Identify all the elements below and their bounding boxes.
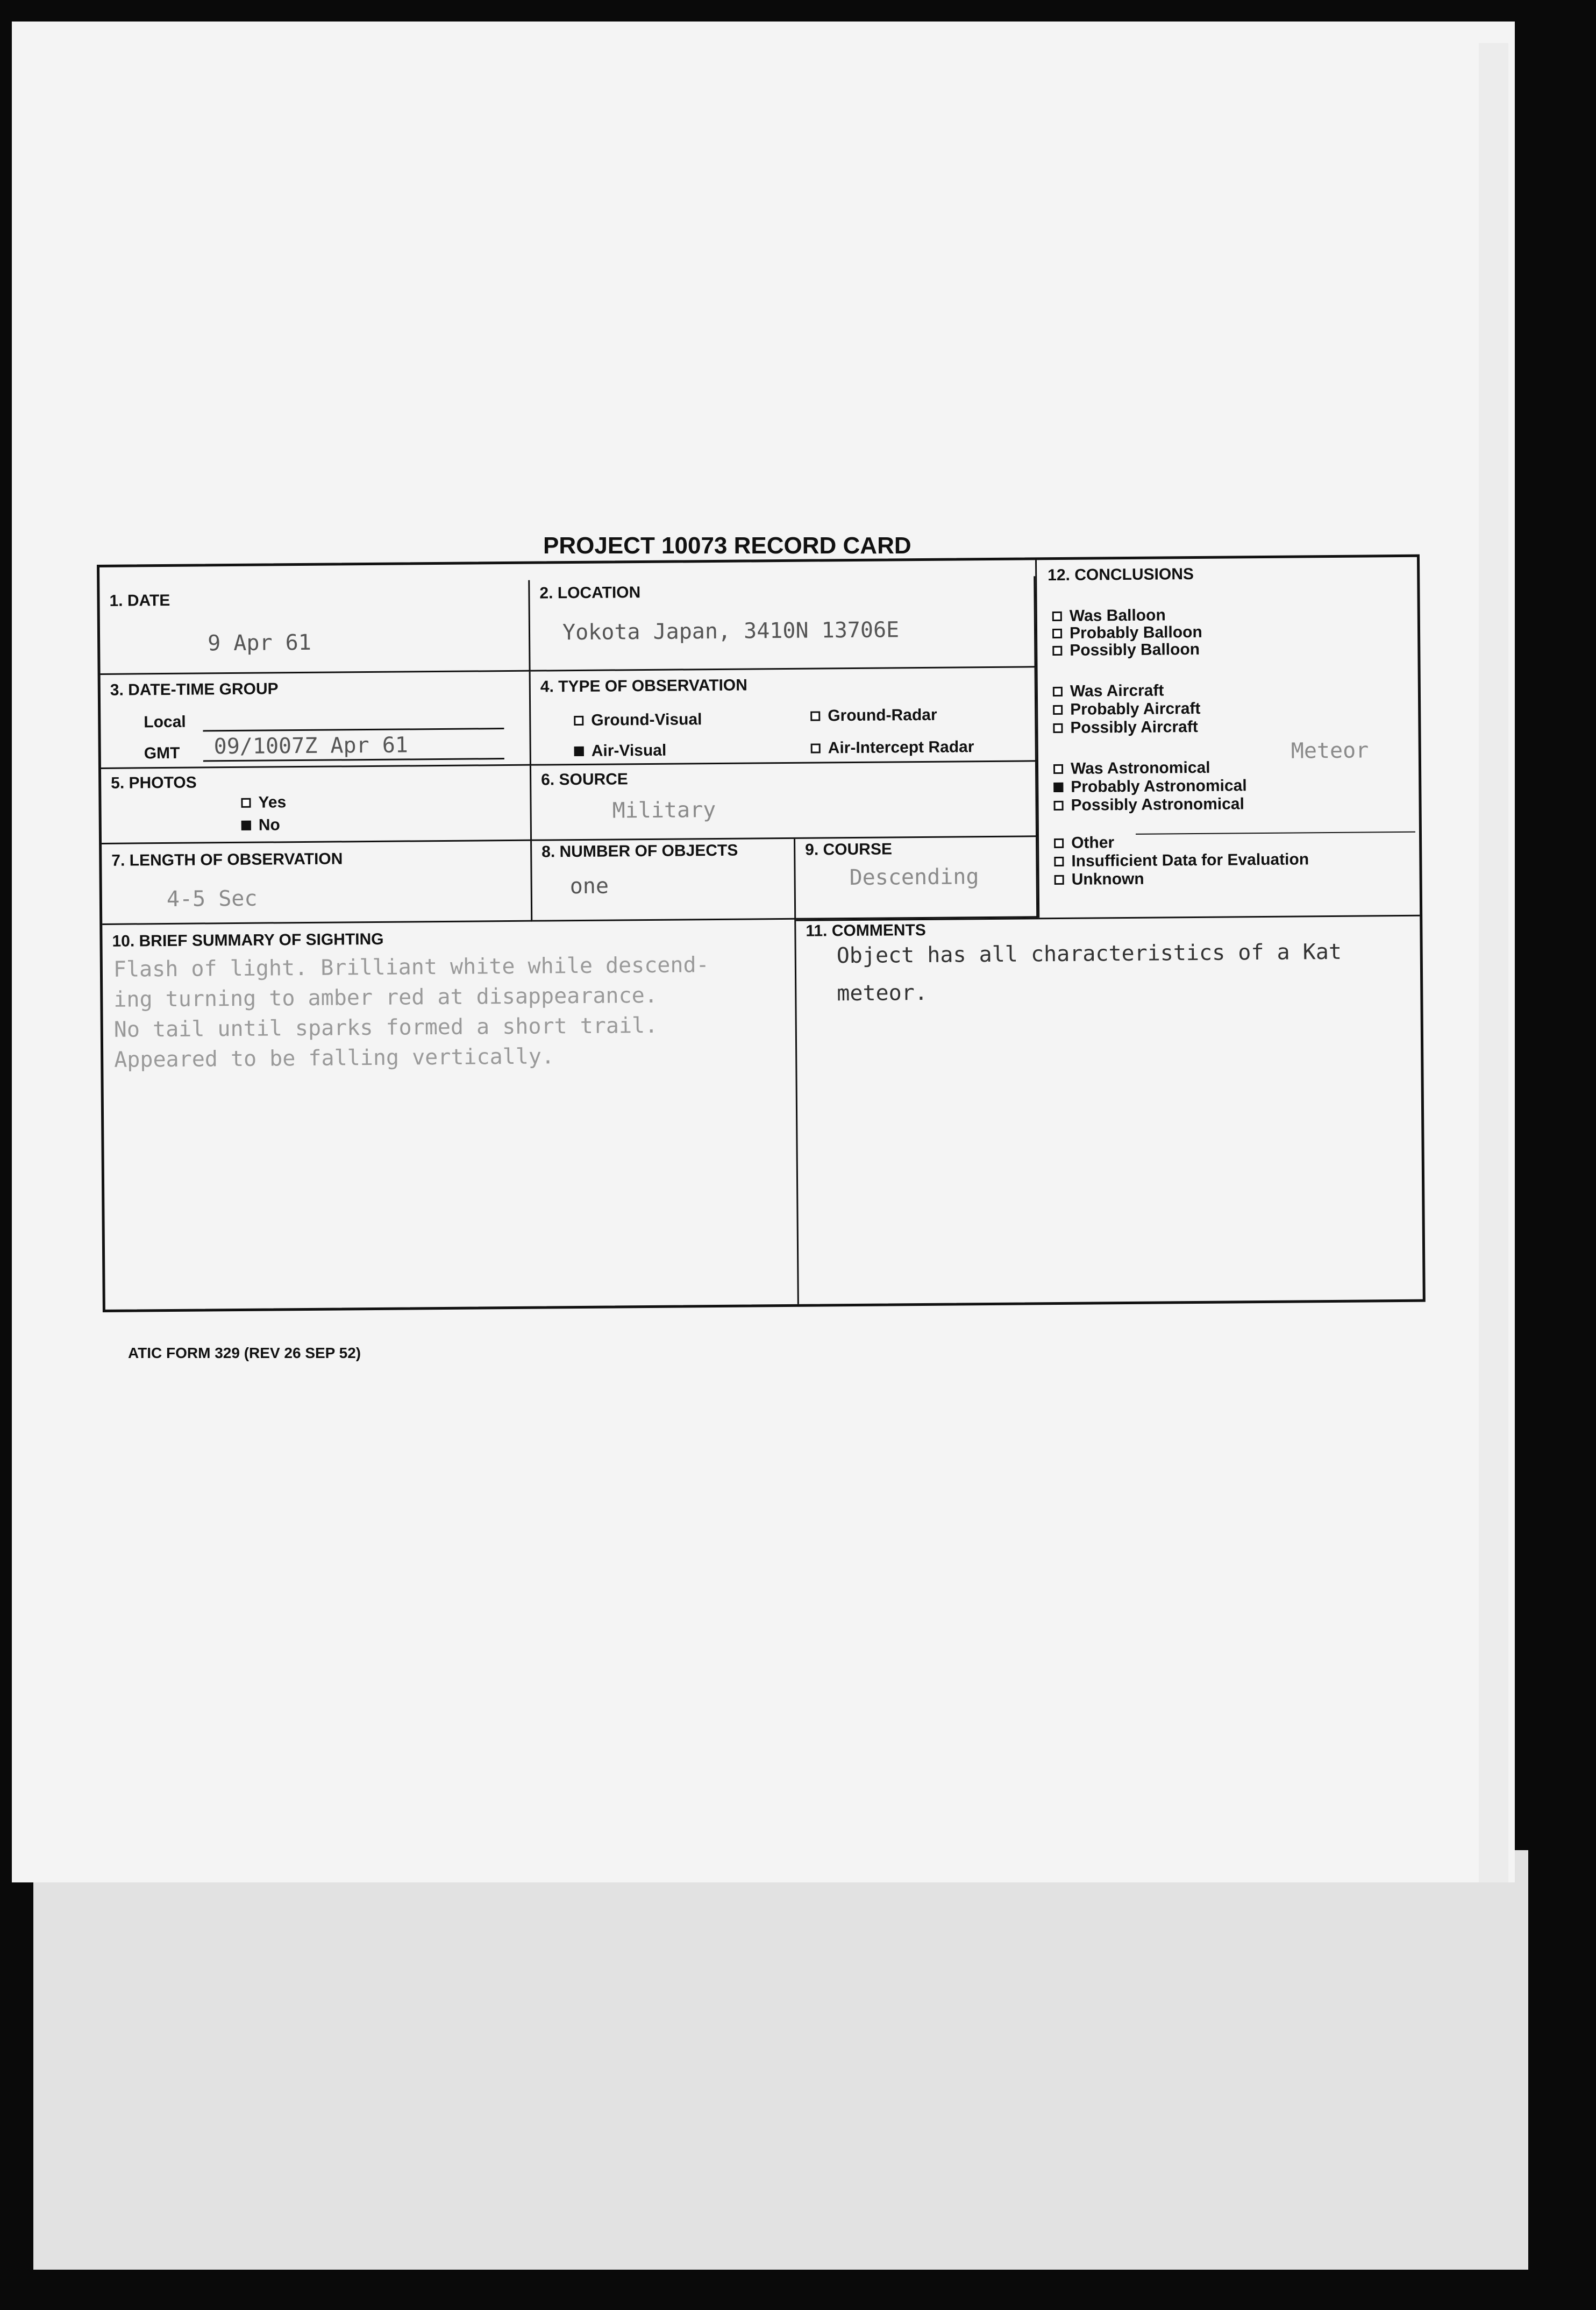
conclusion-option[interactable] — [1053, 681, 1164, 701]
photos-label: 5. PHOTOS — [111, 773, 197, 792]
conclusion-checkbox[interactable] — [1053, 783, 1063, 792]
ground-visual-checkbox[interactable] — [574, 716, 583, 726]
summary-line: No tail until sparks formed a short trail. — [113, 1013, 658, 1042]
length-of-observation-cell — [102, 841, 532, 925]
photos-yes-label: Yes — [258, 793, 287, 812]
comments-line: meteor. — [837, 980, 928, 1006]
type-of-observation-cell — [531, 667, 1037, 765]
conclusion-label: Probably Balloon — [1069, 623, 1202, 642]
conclusion-option[interactable] — [1052, 623, 1202, 643]
conclusion-checkbox[interactable] — [1053, 723, 1063, 733]
conclusion-label: Insufficient Data for Evaluation — [1071, 850, 1309, 870]
conclusion-checkbox[interactable] — [1054, 857, 1064, 866]
photos-no-label: No — [258, 816, 280, 834]
date-time-group-label: 3. DATE-TIME GROUP — [110, 680, 279, 699]
conclusion-label: Was Astronomical — [1070, 758, 1210, 778]
photos-cell — [101, 766, 532, 844]
photos-no-checkbox[interactable] — [241, 821, 251, 830]
summary-line: Flash of light. Brilliant white while descend- — [113, 953, 709, 982]
local-underline — [203, 728, 504, 731]
length-of-observation-value: 4-5 Sec — [166, 886, 258, 912]
conclusion-checkbox[interactable] — [1052, 612, 1062, 621]
number-of-objects-label: 8. NUMBER OF OBJECTS — [542, 841, 738, 861]
conclusion-option[interactable] — [1053, 718, 1198, 737]
conclusion-option[interactable] — [1052, 641, 1200, 660]
date-label: 1. DATE — [109, 591, 170, 610]
conclusion-label: Possibly Aircraft — [1070, 717, 1198, 737]
gmt-value: 09/1007Z Apr 61 — [213, 733, 409, 759]
conclusion-option[interactable] — [1054, 834, 1114, 852]
air-intercept-radar-checkbox[interactable] — [811, 743, 821, 753]
conclusion-option[interactable] — [1053, 700, 1201, 719]
number-of-objects-value: one — [569, 873, 609, 899]
conclusion-label: Possibly Astronomical — [1071, 795, 1245, 814]
record-card — [97, 555, 1426, 1312]
conclusion-label: Unknown — [1071, 870, 1144, 889]
form-id: ATIC FORM 329 (REV 26 SEP 52) — [128, 1345, 361, 1361]
course-value: Descending — [849, 864, 979, 891]
conclusion-checkbox[interactable] — [1054, 875, 1064, 885]
length-of-observation-label: 7. LENGTH OF OBSERVATION — [111, 850, 343, 870]
ground-visual-option[interactable] — [574, 710, 702, 730]
source-label: 6. SOURCE — [541, 770, 629, 789]
conclusion-option[interactable] — [1053, 777, 1247, 797]
conclusions-annotation: Meteor — [1291, 738, 1369, 764]
location-value: Yokota Japan, 3410N 13706E — [562, 617, 900, 645]
type-of-observation-label: 4. TYPE OF OBSERVATION — [540, 676, 748, 696]
air-intercept-radar-option[interactable] — [811, 738, 974, 757]
conclusion-checkbox[interactable] — [1054, 838, 1064, 848]
air-visual-label: Air-Visual — [591, 741, 667, 760]
conclusion-checkbox[interactable] — [1052, 629, 1062, 638]
course-label: 9. COURSE — [805, 840, 893, 859]
gmt-label: GMT — [144, 744, 180, 763]
date-value: 9 Apr 61 — [207, 630, 311, 656]
conclusion-label: Probably Aircraft — [1070, 699, 1201, 719]
conclusion-label: Other — [1071, 834, 1115, 852]
card-title: PROJECT 10073 RECORD CARD — [543, 532, 911, 559]
comments-cell — [796, 915, 1423, 1304]
comments-line: Object has all characteristics of a Kat — [836, 939, 1342, 969]
location-cell — [530, 576, 1036, 671]
summary-line: ing turning to amber red at disappearance. — [113, 983, 658, 1012]
ground-radar-checkbox[interactable] — [810, 711, 820, 721]
date-time-group-cell — [101, 672, 531, 769]
conclusion-option[interactable] — [1053, 759, 1210, 778]
conclusion-checkbox[interactable] — [1053, 764, 1063, 774]
source-cell — [531, 762, 1037, 841]
ground-radar-label: Ground-Radar — [828, 706, 937, 725]
background-sheet — [33, 1850, 1528, 2270]
comments-text — [836, 933, 1342, 1012]
ground-visual-label: Ground-Visual — [591, 710, 702, 729]
date-cell — [99, 580, 530, 675]
photos-no-option[interactable] — [241, 816, 280, 835]
conclusion-checkbox[interactable] — [1054, 801, 1064, 811]
conclusion-label: Probably Astronomical — [1071, 777, 1247, 796]
summary-cell — [102, 920, 799, 1310]
conclusion-option[interactable] — [1053, 795, 1244, 815]
conclusions-label: 12. CONCLUSIONS — [1048, 565, 1194, 585]
photos-yes-checkbox[interactable] — [241, 798, 251, 808]
conclusion-option[interactable] — [1052, 606, 1166, 626]
local-label: Local — [144, 713, 186, 731]
page-edge-shadow — [1479, 43, 1508, 1882]
ground-radar-option[interactable] — [810, 706, 937, 726]
source-value: Military — [612, 797, 716, 823]
course-cell — [795, 837, 1038, 920]
conclusion-checkbox[interactable] — [1052, 646, 1062, 656]
air-visual-checkbox[interactable] — [574, 747, 584, 756]
other-underline — [1136, 831, 1415, 835]
photos-yes-option[interactable] — [241, 793, 286, 812]
conclusion-label: Possibly Balloon — [1070, 640, 1200, 659]
summary-text — [113, 950, 710, 1075]
conclusion-label: Was Aircraft — [1070, 681, 1164, 700]
number-of-objects-cell — [532, 839, 796, 922]
air-visual-option[interactable] — [574, 742, 667, 760]
conclusion-option[interactable] — [1054, 870, 1144, 889]
conclusion-checkbox[interactable] — [1053, 687, 1063, 696]
comments-label: 11. COMMENTS — [806, 921, 926, 940]
summary-line: Appeared to be falling vertically. — [114, 1044, 555, 1072]
conclusion-label: Was Balloon — [1069, 606, 1166, 625]
location-label: 2. LOCATION — [539, 584, 641, 602]
summary-label: 10. BRIEF SUMMARY OF SIGHTING — [112, 930, 384, 950]
air-intercept-radar-label: Air-Intercept Radar — [828, 738, 974, 757]
conclusion-option[interactable] — [1054, 850, 1309, 871]
conclusion-checkbox[interactable] — [1053, 705, 1063, 715]
conclusions-cell — [1035, 557, 1420, 918]
